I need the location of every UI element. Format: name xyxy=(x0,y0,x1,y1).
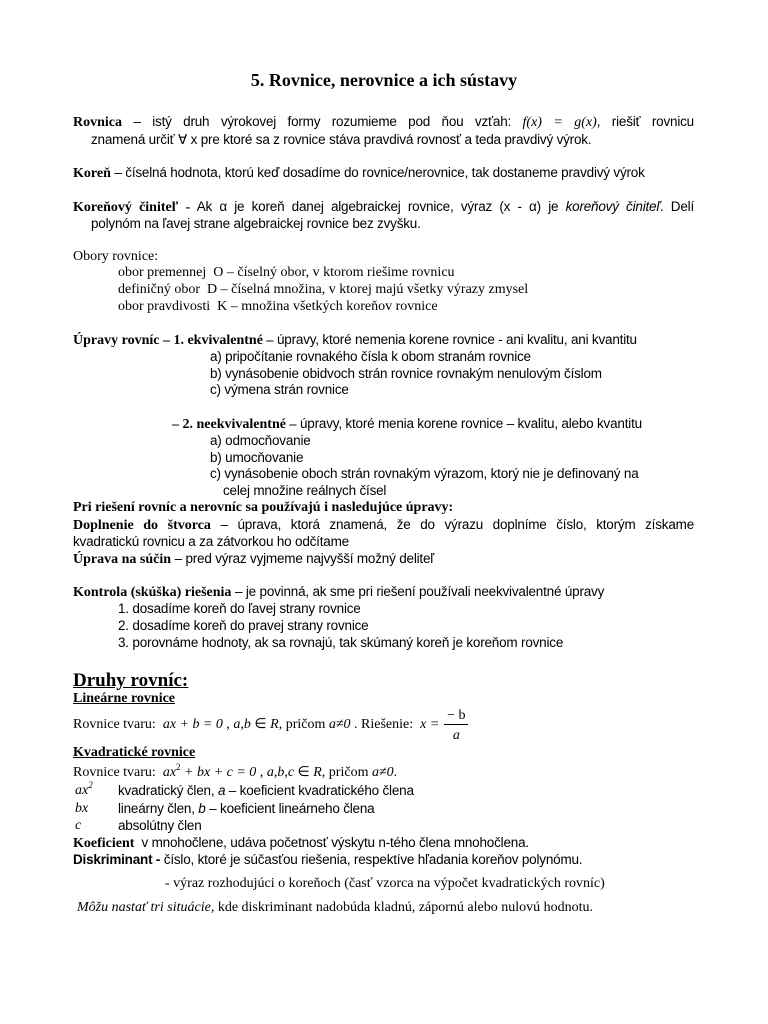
equation-exponent: 2 xyxy=(176,762,181,772)
element-of-symbol: ∈ xyxy=(294,765,314,780)
term-symbol xyxy=(75,782,93,800)
equivalent-label: – 1. ekvivalentné – xyxy=(159,333,274,348)
linear-heading: Lineárne rovnice xyxy=(73,691,176,706)
definition-text-continuation: polynóm na ľavej strane algebraickej rovnice bez zvyšku. xyxy=(91,216,421,231)
definition-text-continuation: kvadratickú rovnicu a za zátvorkou ho odčítame xyxy=(73,534,349,549)
definition-koren xyxy=(73,164,645,182)
term-text: – koeficient lineárneho člena xyxy=(205,801,375,816)
solution-lhs: x = xyxy=(420,717,440,732)
term-symbol: c xyxy=(75,818,82,833)
term-korenovy-cinitel: Koreňový činiteľ - xyxy=(73,200,191,215)
situations-text: , kde diskriminant nadobúda kladnú, zápornú alebo nulovú hodnotu. xyxy=(210,900,594,915)
nonequivalent-desc: úpravy, ktoré menia korene rovnice – kvalitu, alebo kvantitu xyxy=(296,416,642,431)
check-step: 3. porovnáme hodnoty, ak sa rovnajú, tak skúmaný koreň je koreňom rovnice xyxy=(118,635,564,650)
provided-text: , pričom xyxy=(278,717,329,732)
emphasis-text: Môžu nastať tri situácie xyxy=(77,900,211,915)
fraction-denominator: a xyxy=(452,728,460,743)
term-description: absolútny člen xyxy=(118,818,202,833)
condition: a≠0 xyxy=(328,717,351,732)
upravy-nonequivalent-line xyxy=(172,415,642,433)
section-heading-types: Druhy rovníc: xyxy=(73,670,189,691)
condition: a≠0 xyxy=(371,765,394,780)
equivalent-desc: úpravy, ktoré nemenia korene rovnice - ani kvalitu, ani kvantitu xyxy=(273,332,637,347)
provided-text: , pričom xyxy=(321,765,372,780)
separator: , xyxy=(222,717,234,732)
definition-text-continuation: znamená určiť ∀ x pre ktoré sa z rovnice stáva pravdivá rovnosť a teda pravdivý výrok. xyxy=(91,132,592,147)
form-label: Rovnice tvaru: xyxy=(73,765,163,780)
equation-rest: + bx + c = 0 xyxy=(180,765,257,780)
definition-text: – pred výraz vyjmeme najvyšší možný deliteľ xyxy=(171,551,435,566)
obor-item: obor pravdivosti K – množina všetkých koreňov rovnice xyxy=(118,299,438,314)
list-item: c) vynásobenie oboch strán rovnakým výrazom, ktorý nie je definovaný na xyxy=(210,466,639,481)
element-of-symbol: ∈ xyxy=(250,717,271,732)
definition-text: Ak α je koreň danej algebraickej rovnice, výraz (x - α) je xyxy=(190,199,566,214)
nonequivalent-label: – 2. neekvivalentné – xyxy=(172,417,297,432)
definition-text: v mnohočlene, udáva početnosť výskytu n-tého člena mnohočlena. xyxy=(134,835,529,850)
definition-rovnica xyxy=(73,113,694,131)
form-label: Rovnice tvaru: xyxy=(73,717,163,732)
quadratic-form-line xyxy=(73,764,397,782)
quadratic-heading: Kvadratické rovnice xyxy=(73,745,196,760)
separator: , xyxy=(256,765,267,780)
solution-label: . Riešenie: xyxy=(350,717,421,732)
definition-text: – istý druh výrokovej formy rozumieme pod ňou vzťah: xyxy=(122,114,523,129)
term-coefficient: b xyxy=(198,801,206,816)
variables: a,b,c xyxy=(266,765,295,780)
term-text: lineárny člen, xyxy=(118,801,199,816)
diskriminant-note: - výraz rozhodujúci o koreňoch (časť vzorca na výpočet kvadratických rovníc) xyxy=(165,876,605,891)
list-item: b) umocňovanie xyxy=(210,450,304,465)
upravy-equivalent-line xyxy=(73,331,637,349)
set-symbol: R xyxy=(270,717,279,732)
definition-korenovy-cinitel xyxy=(73,198,694,216)
term-symbol-base: ax xyxy=(75,783,89,798)
term-completing-square: Doplnenie do štvorca xyxy=(73,518,211,533)
obor-item: definičný obor D – číselná množina, v ktorej majú všetky výrazy zmysel xyxy=(118,282,529,297)
term-koeficient: Koeficient xyxy=(73,836,135,851)
definition-text: – je povinná, ak sme pri riešení používali neekvivalentné úpravy xyxy=(231,584,605,599)
list-item: a) odmocňovanie xyxy=(210,433,311,448)
term-rovnica: Rovnica xyxy=(73,115,122,130)
obor-item: obor premennej O – číselný obor, v ktorom riešime rovnicu xyxy=(118,265,455,280)
term-text: – koeficient kvadratického člena xyxy=(225,783,414,798)
check-line xyxy=(73,583,604,601)
page-title: 5. Rovnice, nerovnice a ich sústavy xyxy=(250,70,518,90)
fraction-numerator: − b xyxy=(444,708,468,725)
linear-form-line xyxy=(73,708,468,743)
definition-koeficient xyxy=(73,834,529,852)
solution-fraction xyxy=(444,708,468,743)
list-item: a) pripočítanie rovnakého čísla k obom stranám rovnice xyxy=(210,349,531,364)
definition-text: , riešiť rovnicu xyxy=(596,114,694,129)
list-item-continuation: celej množine reálnych čísel xyxy=(223,483,387,498)
term-diskriminant: Diskriminant - xyxy=(73,852,161,867)
upravy-heading: Úpravy rovníc xyxy=(73,333,160,348)
term-symbol: bx xyxy=(75,801,89,816)
term-symbol-exponent: 2 xyxy=(88,780,93,790)
list-item: b) vynásobenie obidvoch strán rovnice rovnakým nenulovým číslom xyxy=(210,366,602,381)
check-step: 1. dosadíme koreň do ľavej strany rovnice xyxy=(118,601,361,616)
term-coefficient: a xyxy=(217,783,226,798)
formula-fx-gx: f(x) = g(x) xyxy=(522,115,597,130)
term-description xyxy=(118,800,374,817)
term-text: kvadratický člen, xyxy=(118,783,218,798)
definition-text: – číselná hodnota, ktorú keď dosadíme do rovnice/nerovnice, tak dostaneme pravdivý výrok xyxy=(110,165,645,180)
end-punctuation: . xyxy=(393,765,398,780)
term-factoring: Úprava na súčin xyxy=(73,552,172,567)
variables: a,b xyxy=(233,717,251,732)
factoring-line xyxy=(73,550,434,568)
linear-equation: ax + b = 0 xyxy=(162,717,223,732)
situations-line xyxy=(77,899,593,916)
definition-diskriminant xyxy=(73,851,582,869)
list-item: c) výmena strán rovnice xyxy=(210,382,349,397)
term-check: Kontrola (skúška) riešenia xyxy=(73,585,232,600)
additional-heading: Pri riešení rovníc a nerovníc sa používajú i nasledujúce úpravy: xyxy=(73,500,454,515)
term-koren: Koreň xyxy=(73,166,111,181)
check-step: 2. dosadíme koreň do pravej strany rovnice xyxy=(118,618,369,633)
definition-text: – úprava, ktorá znamená, že do výrazu doplníme číslo, ktorým získame xyxy=(210,517,694,532)
completing-square-line xyxy=(73,516,694,534)
term-description xyxy=(118,782,414,799)
definition-text: číslo, ktoré je súčasťou riešenia, respektíve hľadania koreňov polynómu. xyxy=(160,852,583,867)
set-symbol: R xyxy=(313,765,322,780)
equation-base: ax xyxy=(162,765,177,780)
definition-text: . Delí xyxy=(659,199,695,214)
obory-heading: Obory rovnice: xyxy=(73,249,159,264)
emphasis-text: koreňový činiteľ xyxy=(565,199,660,214)
